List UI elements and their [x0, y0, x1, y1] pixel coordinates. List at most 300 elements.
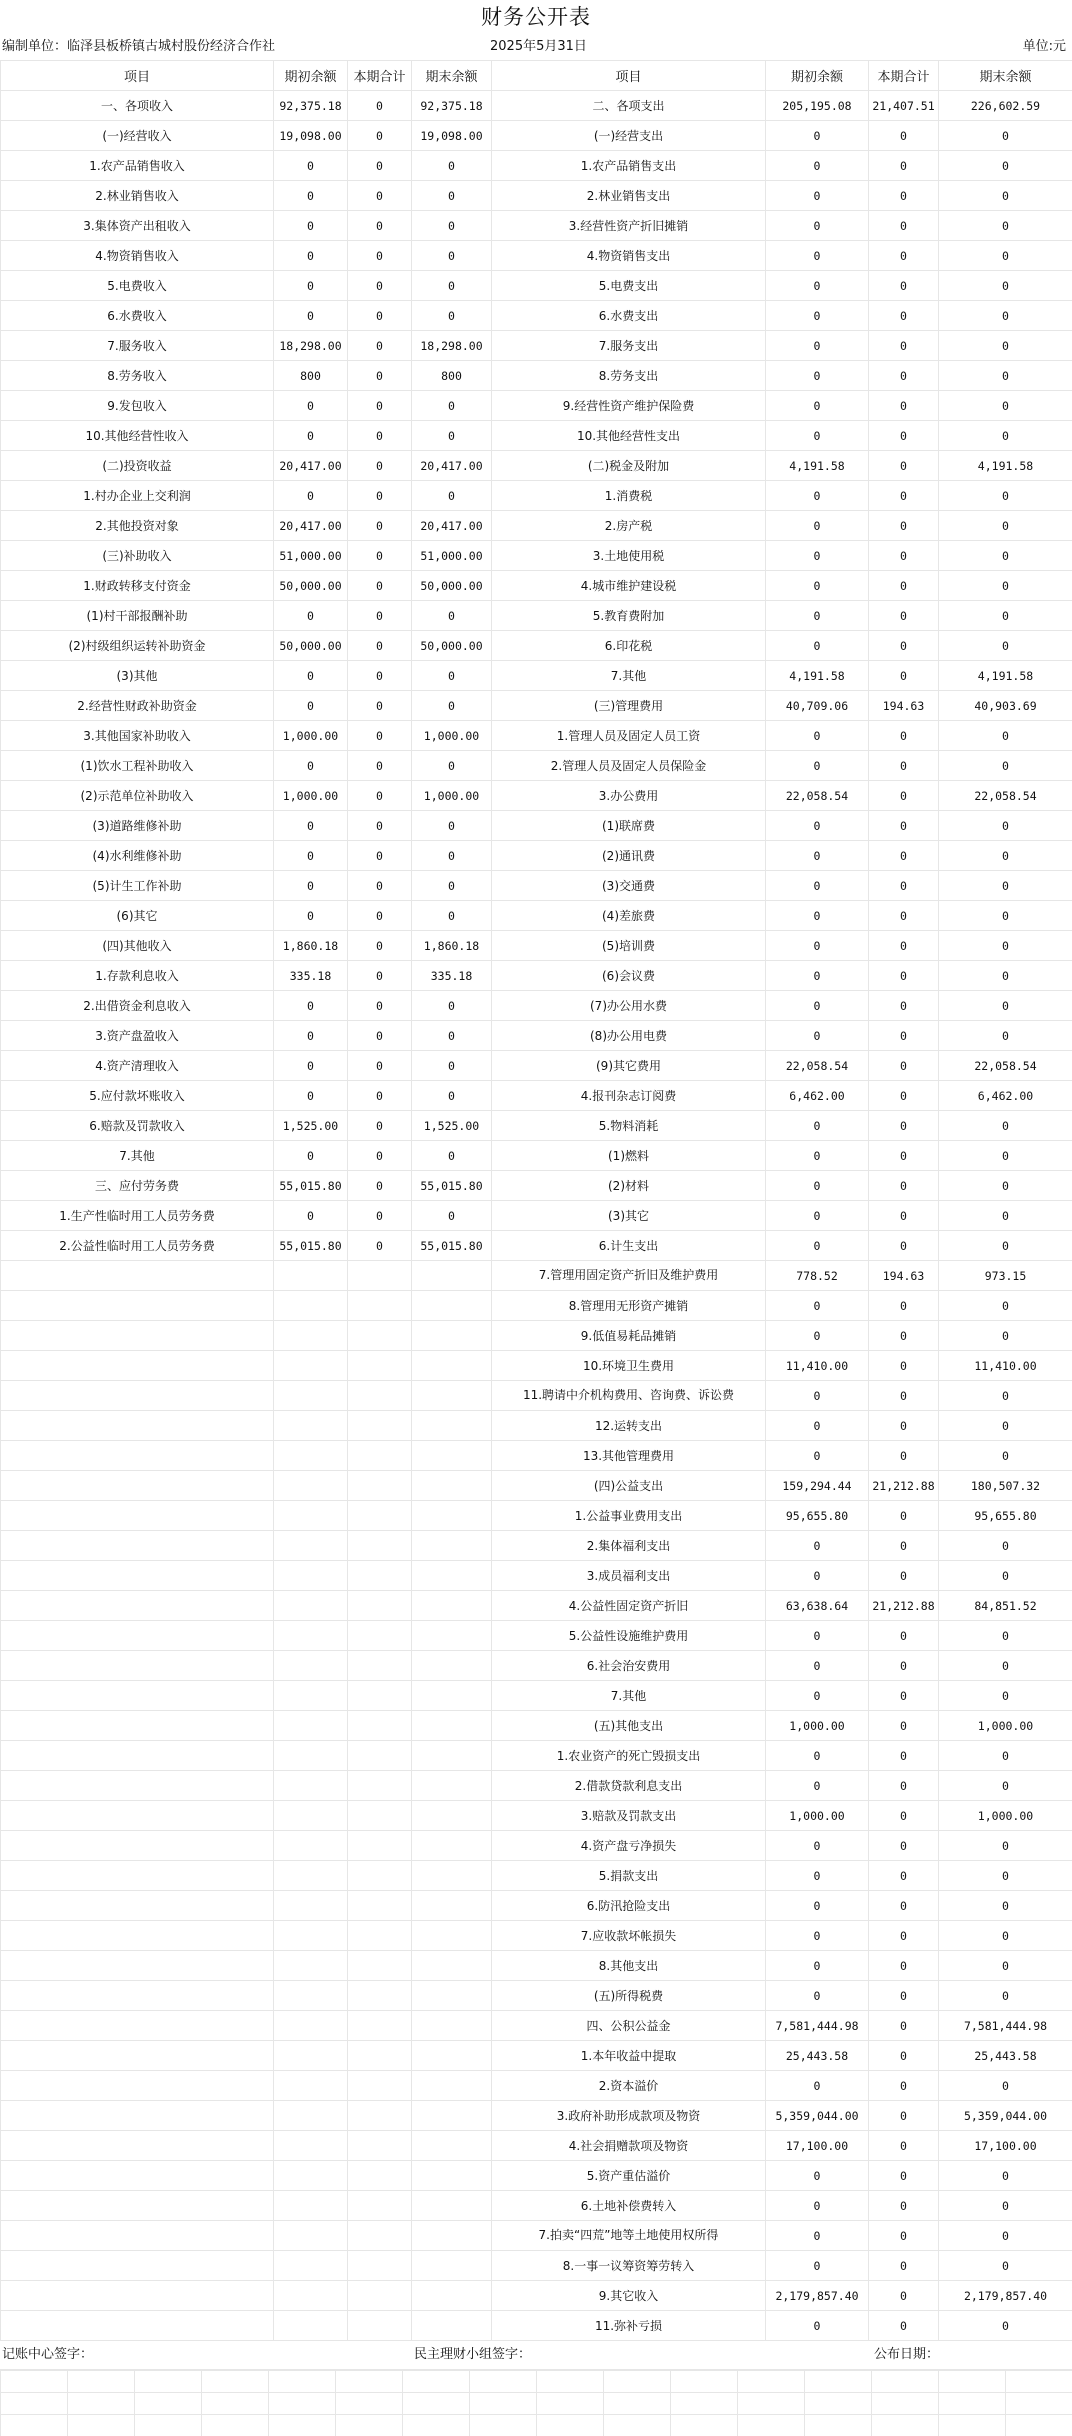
empty-cell [412, 2041, 492, 2071]
expense-item-name: 2.管理人员及固定人员保险金 [492, 751, 766, 781]
empty-cell [412, 1561, 492, 1591]
empty-cell [1, 2221, 274, 2251]
accounting-center-signature: 记账中心签字： [2, 2347, 94, 2362]
expense-closing-balance: 0 [939, 1231, 1072, 1261]
empty-cell [412, 2071, 492, 2101]
income-opening-balance: 0 [274, 241, 348, 271]
income-item-name: 4.资产清理收入 [1, 1051, 274, 1081]
expense-period-total: 0 [869, 1231, 939, 1261]
finance-table [0, 60, 1072, 2341]
empty-cell [348, 1861, 412, 1891]
income-item-name: 1.财政转移支付资金 [1, 571, 274, 601]
expense-item-name: 8.其他支出 [492, 1951, 766, 1981]
expense-period-total: 0 [869, 1801, 939, 1831]
expense-item-name: 6.社会治安费用 [492, 1651, 766, 1681]
table-row [1, 1411, 1072, 1441]
income-opening-balance: 20,417.00 [274, 511, 348, 541]
empty-cell [412, 1291, 492, 1321]
expense-period-total: 0 [869, 2251, 939, 2281]
expense-closing-balance: 0 [939, 1441, 1072, 1471]
income-item-name: 9.发包收入 [1, 391, 274, 421]
income-closing-balance: 1,525.00 [412, 1111, 492, 1141]
expense-opening-balance: 0 [766, 571, 869, 601]
income-closing-balance: 0 [412, 391, 492, 421]
income-period-total: 0 [348, 811, 412, 841]
table-row [1, 451, 1072, 481]
expense-closing-balance: 0 [939, 541, 1072, 571]
empty-cell [348, 2191, 412, 2221]
table-row [1, 1261, 1072, 1291]
expense-closing-balance: 0 [939, 721, 1072, 751]
empty-cell [274, 1921, 348, 1951]
expense-opening-balance: 40,709.06 [766, 691, 869, 721]
expense-period-total: 0 [869, 931, 939, 961]
expense-period-total: 0 [869, 1501, 939, 1531]
income-item-name: 一、各项收入 [1, 91, 274, 121]
expense-period-total: 0 [869, 2041, 939, 2071]
empty-cell [1, 1711, 274, 1741]
income-item-name: (四)其他收入 [1, 931, 274, 961]
expense-period-total: 0 [869, 1831, 939, 1861]
empty-cell [348, 2071, 412, 2101]
expense-item-name: 3.办公费用 [492, 781, 766, 811]
expense-item-name: (3)交通费 [492, 871, 766, 901]
income-closing-balance: 20,417.00 [412, 451, 492, 481]
income-closing-balance: 18,298.00 [412, 331, 492, 361]
empty-cell [274, 1711, 348, 1741]
expense-item-name: 2.资本溢价 [492, 2071, 766, 2101]
expense-period-total: 21,212.88 [869, 1591, 939, 1621]
income-period-total: 0 [348, 1051, 412, 1081]
empty-cell [1, 1951, 274, 1981]
income-closing-balance: 0 [412, 181, 492, 211]
table-row [1, 1561, 1072, 1591]
income-period-total: 0 [348, 481, 412, 511]
compiling-unit: 编制单位：临泽县板桥镇古城村股份经济合作社 [2, 39, 276, 54]
income-item-name: 三、应付劳务费 [1, 1171, 274, 1201]
empty-cell [1, 2281, 274, 2311]
empty-cell [348, 1981, 412, 2011]
empty-cell [412, 1471, 492, 1501]
expense-closing-balance: 0 [939, 841, 1072, 871]
empty-cell [412, 1951, 492, 1981]
empty-cell [348, 1591, 412, 1621]
income-item-name: (二)投资收益 [1, 451, 274, 481]
income-opening-balance: 0 [274, 691, 348, 721]
expense-closing-balance: 0 [939, 2161, 1072, 2191]
expense-period-total: 0 [869, 1141, 939, 1171]
empty-cell [348, 1381, 412, 1411]
expense-opening-balance: 0 [766, 211, 869, 241]
expense-opening-balance: 0 [766, 361, 869, 391]
expense-closing-balance: 84,851.52 [939, 1591, 1072, 1621]
expense-closing-balance: 22,058.54 [939, 781, 1072, 811]
expense-opening-balance: 0 [766, 1531, 869, 1561]
table-row [1, 1981, 1072, 2011]
expense-item-name: 7.服务支出 [492, 331, 766, 361]
expense-closing-balance: 0 [939, 1531, 1072, 1561]
income-opening-balance: 55,015.80 [274, 1171, 348, 1201]
income-closing-balance: 0 [412, 1201, 492, 1231]
expense-item-name: 11.弥补亏损 [492, 2311, 766, 2341]
income-opening-balance: 1,000.00 [274, 781, 348, 811]
table-row [1, 481, 1072, 511]
table-row [1, 1501, 1072, 1531]
expense-item-name: 5.物料消耗 [492, 1111, 766, 1141]
expense-closing-balance: 0 [939, 1411, 1072, 1441]
income-opening-balance: 0 [274, 751, 348, 781]
expense-item-name: 4.物资销售支出 [492, 241, 766, 271]
income-period-total: 0 [348, 871, 412, 901]
empty-cell [412, 2311, 492, 2341]
expense-opening-balance: 22,058.54 [766, 781, 869, 811]
income-period-total: 0 [348, 1201, 412, 1231]
income-item-name: (1)饮水工程补助收入 [1, 751, 274, 781]
expense-opening-balance: 17,100.00 [766, 2131, 869, 2161]
table-row [1, 661, 1072, 691]
table-row [1, 1051, 1072, 1081]
income-opening-balance: 20,417.00 [274, 451, 348, 481]
table-row [1, 1021, 1072, 1051]
income-opening-balance: 0 [274, 421, 348, 451]
income-opening-balance: 0 [274, 1051, 348, 1081]
income-period-total: 0 [348, 211, 412, 241]
expense-item-name: 2.房产税 [492, 511, 766, 541]
empty-cell [348, 1441, 412, 1471]
empty-cell [274, 1861, 348, 1891]
table-row [1, 1591, 1072, 1621]
expense-item-name: 5.资产重估溢价 [492, 2161, 766, 2191]
expense-item-name: (三)管理费用 [492, 691, 766, 721]
empty-cell [274, 1321, 348, 1351]
expense-opening-balance: 0 [766, 841, 869, 871]
expense-item-name: 7.其他 [492, 661, 766, 691]
table-row [1, 571, 1072, 601]
expense-item-name: (5)培训费 [492, 931, 766, 961]
expense-opening-balance: 0 [766, 391, 869, 421]
income-period-total: 0 [348, 181, 412, 211]
empty-cell [412, 1531, 492, 1561]
income-closing-balance: 1,000.00 [412, 781, 492, 811]
expense-item-name: 1.本年收益中提取 [492, 2041, 766, 2071]
blank-grid-area [0, 2370, 1072, 2436]
expense-item-name: (6)会议费 [492, 961, 766, 991]
expense-period-total: 0 [869, 1921, 939, 1951]
income-closing-balance: 92,375.18 [412, 91, 492, 121]
expense-closing-balance: 1,000.00 [939, 1711, 1072, 1741]
income-item-name: 3.集体资产出租收入 [1, 211, 274, 241]
empty-cell [1, 1501, 274, 1531]
empty-cell [1, 2101, 274, 2131]
table-row [1, 121, 1072, 151]
expense-opening-balance: 0 [766, 421, 869, 451]
expense-opening-balance: 0 [766, 301, 869, 331]
empty-cell [274, 1561, 348, 1591]
expense-opening-balance: 25,443.58 [766, 2041, 869, 2071]
income-period-total: 0 [348, 451, 412, 481]
expense-item-name: 6.计生支出 [492, 1231, 766, 1261]
empty-cell [1, 1651, 274, 1681]
income-closing-balance: 0 [412, 301, 492, 331]
expense-opening-balance: 0 [766, 2221, 869, 2251]
empty-cell [412, 1591, 492, 1621]
expense-item-name: 4.社会捐赠款项及物资 [492, 2131, 766, 2161]
empty-cell [348, 1921, 412, 1951]
income-period-total: 0 [348, 571, 412, 601]
expense-item-name: 5.教育费附加 [492, 601, 766, 631]
expense-opening-balance: 0 [766, 751, 869, 781]
empty-cell [348, 1561, 412, 1591]
income-opening-balance: 50,000.00 [274, 631, 348, 661]
expense-period-total: 0 [869, 2161, 939, 2191]
income-period-total: 0 [348, 541, 412, 571]
income-closing-balance: 50,000.00 [412, 571, 492, 601]
empty-cell [348, 2011, 412, 2041]
empty-cell [274, 1951, 348, 1981]
empty-cell [412, 1381, 492, 1411]
empty-cell [348, 1681, 412, 1711]
empty-cell [1, 1741, 274, 1771]
income-opening-balance: 0 [274, 811, 348, 841]
expense-opening-balance: 1,000.00 [766, 1711, 869, 1741]
empty-cell [348, 2251, 412, 2281]
empty-cell [274, 2161, 348, 2191]
table-row [1, 181, 1072, 211]
expense-opening-balance: 63,638.64 [766, 1591, 869, 1621]
income-opening-balance: 0 [274, 391, 348, 421]
income-closing-balance: 1,000.00 [412, 721, 492, 751]
empty-cell [412, 1681, 492, 1711]
expense-opening-balance: 0 [766, 601, 869, 631]
report-date: 2025年5月31日 [490, 39, 587, 54]
empty-cell [412, 2191, 492, 2221]
empty-cell [412, 1981, 492, 2011]
expense-period-total: 0 [869, 1411, 939, 1441]
expense-period-total: 0 [869, 661, 939, 691]
empty-cell [412, 2011, 492, 2041]
table-row [1, 151, 1072, 181]
income-opening-balance: 0 [274, 271, 348, 301]
expense-opening-balance: 0 [766, 1651, 869, 1681]
header-left-opening: 期初余额 [274, 61, 348, 91]
expense-period-total: 0 [869, 241, 939, 271]
income-closing-balance: 51,000.00 [412, 541, 492, 571]
table-row [1, 391, 1072, 421]
income-period-total: 0 [348, 931, 412, 961]
empty-cell [412, 1921, 492, 1951]
table-row [1, 1951, 1072, 1981]
expense-item-name: 5.捐款支出 [492, 1861, 766, 1891]
empty-cell [1, 1411, 274, 1441]
empty-cell [348, 1711, 412, 1741]
expense-period-total: 0 [869, 1351, 939, 1381]
empty-cell [274, 1261, 348, 1291]
income-period-total: 0 [348, 691, 412, 721]
income-closing-balance: 1,860.18 [412, 931, 492, 961]
expense-opening-balance: 0 [766, 871, 869, 901]
expense-item-name: 3.赔款及罚款支出 [492, 1801, 766, 1831]
income-closing-balance: 0 [412, 811, 492, 841]
expense-period-total: 0 [869, 271, 939, 301]
income-item-name: 4.物资销售收入 [1, 241, 274, 271]
income-period-total: 0 [348, 301, 412, 331]
expense-closing-balance: 0 [939, 1021, 1072, 1051]
expense-opening-balance: 0 [766, 901, 869, 931]
expense-opening-balance: 0 [766, 181, 869, 211]
expense-closing-balance: 0 [939, 1861, 1072, 1891]
income-item-name: 2.其他投资对象 [1, 511, 274, 541]
empty-cell [348, 1321, 412, 1351]
income-period-total: 0 [348, 751, 412, 781]
expense-item-name: (8)办公用电费 [492, 1021, 766, 1051]
income-opening-balance: 55,015.80 [274, 1231, 348, 1261]
expense-closing-balance: 0 [939, 1921, 1072, 1951]
empty-cell [1, 2251, 274, 2281]
table-row [1, 331, 1072, 361]
empty-cell [274, 2011, 348, 2041]
expense-closing-balance: 0 [939, 121, 1072, 151]
table-row [1, 1111, 1072, 1141]
income-item-name: (5)计生工作补助 [1, 871, 274, 901]
table-row [1, 271, 1072, 301]
expense-closing-balance: 0 [939, 2251, 1072, 2281]
expense-item-name: 6.印花税 [492, 631, 766, 661]
expense-closing-balance: 95,655.80 [939, 1501, 1072, 1531]
expense-opening-balance: 22,058.54 [766, 1051, 869, 1081]
expense-opening-balance: 159,294.44 [766, 1471, 869, 1501]
expense-period-total: 0 [869, 211, 939, 241]
income-period-total: 0 [348, 991, 412, 1021]
expense-closing-balance: 0 [939, 481, 1072, 511]
report-info-bar [0, 34, 1072, 60]
table-row [1, 871, 1072, 901]
expense-period-total: 0 [869, 421, 939, 451]
income-opening-balance: 19,098.00 [274, 121, 348, 151]
income-item-name: 3.其他国家补助收入 [1, 721, 274, 751]
table-row [1, 991, 1072, 1021]
table-row [1, 1681, 1072, 1711]
expense-closing-balance: 0 [939, 421, 1072, 451]
table-row [1, 2161, 1072, 2191]
expense-period-total: 0 [869, 2101, 939, 2131]
expense-closing-balance: 0 [939, 2191, 1072, 2221]
empty-cell [348, 2131, 412, 2161]
income-opening-balance: 18,298.00 [274, 331, 348, 361]
expense-closing-balance: 0 [939, 1741, 1072, 1771]
expense-opening-balance: 4,191.58 [766, 661, 869, 691]
expense-opening-balance: 0 [766, 1111, 869, 1141]
income-closing-balance: 50,000.00 [412, 631, 492, 661]
empty-cell [274, 2041, 348, 2071]
table-row [1, 2281, 1072, 2311]
table-row [1, 1291, 1072, 1321]
empty-cell [412, 2251, 492, 2281]
expense-closing-balance: 226,602.59 [939, 91, 1072, 121]
income-period-total: 0 [348, 121, 412, 151]
empty-cell [274, 1441, 348, 1471]
expense-item-name: 二、各项支出 [492, 91, 766, 121]
income-item-name: (2)示范单位补助收入 [1, 781, 274, 811]
income-closing-balance: 0 [412, 661, 492, 691]
expense-item-name: 3.成员福利支出 [492, 1561, 766, 1591]
expense-period-total: 0 [869, 151, 939, 181]
table-row [1, 1351, 1072, 1381]
expense-opening-balance: 11,410.00 [766, 1351, 869, 1381]
expense-period-total: 0 [869, 2221, 939, 2251]
expense-period-total: 0 [869, 2011, 939, 2041]
table-row [1, 2311, 1072, 2341]
expense-period-total: 0 [869, 871, 939, 901]
empty-cell [274, 2281, 348, 2311]
expense-item-name: 1.公益事业费用支出 [492, 1501, 766, 1531]
table-row [1, 1321, 1072, 1351]
table-row [1, 2041, 1072, 2071]
income-period-total: 0 [348, 901, 412, 931]
table-row [1, 931, 1072, 961]
expense-closing-balance: 0 [939, 1621, 1072, 1651]
expense-item-name: (五)所得税费 [492, 1981, 766, 2011]
expense-period-total: 0 [869, 481, 939, 511]
expense-item-name: 12.运转支出 [492, 1411, 766, 1441]
income-period-total: 0 [348, 391, 412, 421]
expense-opening-balance: 0 [766, 1621, 869, 1651]
empty-cell [1, 2311, 274, 2341]
table-row [1, 901, 1072, 931]
expense-closing-balance: 0 [939, 571, 1072, 601]
empty-cell [348, 1621, 412, 1651]
income-item-name: 6.水费收入 [1, 301, 274, 331]
table-row [1, 1081, 1072, 1111]
income-closing-balance: 55,015.80 [412, 1171, 492, 1201]
expense-opening-balance: 4,191.58 [766, 451, 869, 481]
expense-closing-balance: 0 [939, 211, 1072, 241]
expense-item-name: (3)其它 [492, 1201, 766, 1231]
income-opening-balance: 0 [274, 301, 348, 331]
table-row [1, 1621, 1072, 1651]
expense-item-name: 7.应收款坏帐损失 [492, 1921, 766, 1951]
empty-cell [274, 1381, 348, 1411]
expense-item-name: (1)联席费 [492, 811, 766, 841]
table-row [1, 2251, 1072, 2281]
income-period-total: 0 [348, 1231, 412, 1261]
expense-opening-balance: 0 [766, 721, 869, 751]
expense-item-name: 8.管理用无形资产摊销 [492, 1291, 766, 1321]
income-item-name: 8.劳务收入 [1, 361, 274, 391]
table-row [1, 211, 1072, 241]
expense-item-name: 6.土地补偿费转入 [492, 2191, 766, 2221]
expense-period-total: 0 [869, 2281, 939, 2311]
currency-unit: 单位:元 [1022, 39, 1066, 54]
expense-period-total: 0 [869, 331, 939, 361]
expense-closing-balance: 0 [939, 2071, 1072, 2101]
income-period-total: 0 [348, 961, 412, 991]
expense-item-name: 9.低值易耗品摊销 [492, 1321, 766, 1351]
table-row [1, 2101, 1072, 2131]
header-right-opening: 期初余额 [766, 61, 869, 91]
expense-opening-balance: 0 [766, 1981, 869, 2011]
income-item-name: 7.服务收入 [1, 331, 274, 361]
income-closing-balance: 0 [412, 1051, 492, 1081]
expense-opening-balance: 0 [766, 1141, 869, 1171]
income-item-name: 1.农产品销售收入 [1, 151, 274, 181]
expense-item-name: 1.管理人员及固定人员工资 [492, 721, 766, 751]
table-row [1, 751, 1072, 781]
expense-item-name: 6.防汛抢险支出 [492, 1891, 766, 1921]
expense-opening-balance: 0 [766, 1321, 869, 1351]
table-row [1, 511, 1072, 541]
income-opening-balance: 0 [274, 1081, 348, 1111]
empty-cell [348, 1891, 412, 1921]
